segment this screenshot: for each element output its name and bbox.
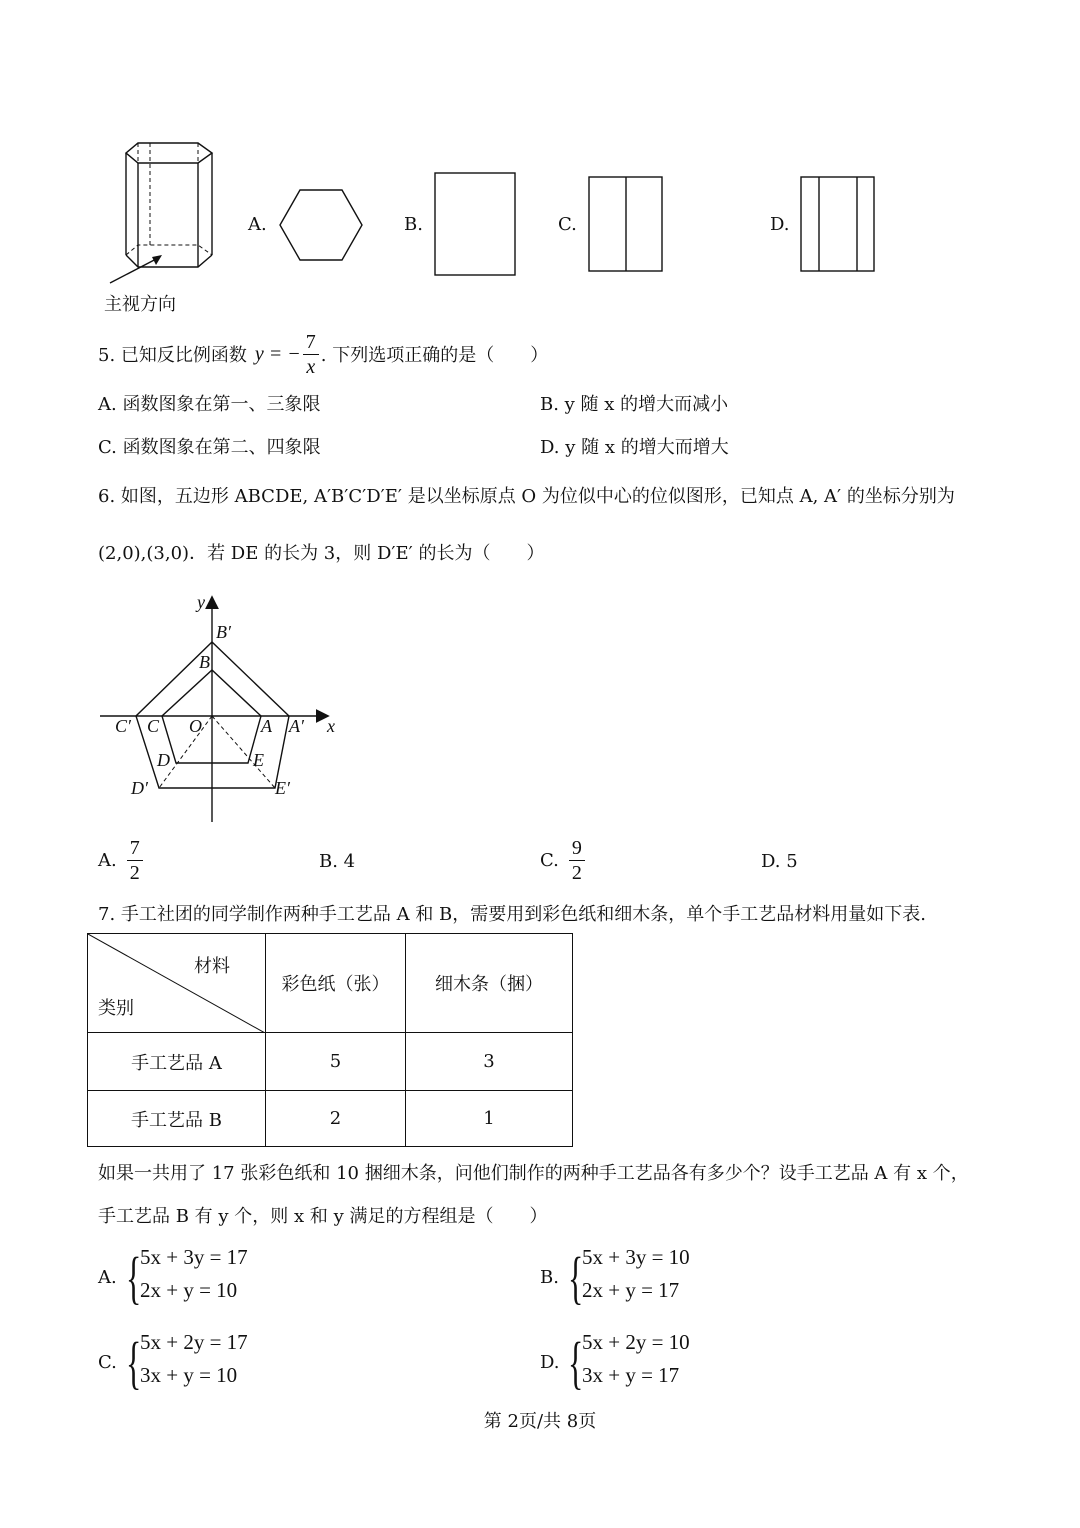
q6-option-a: [98, 836, 143, 885]
q5-fraction: [303, 330, 319, 379]
table-row: [88, 1033, 573, 1091]
materials-table: [87, 933, 573, 1147]
q5-suffix: . 下列选项正确的是（ ）: [320, 345, 549, 366]
label-c: C: [147, 716, 160, 736]
q5-option-a: A. 函数图象在第一、三象限: [98, 394, 321, 415]
table-header-wood: 细木条（捆）: [406, 934, 573, 1033]
q4-option-a-label: A.: [248, 214, 267, 235]
q7-option-d-label: D.: [540, 1352, 560, 1373]
label-d-prime: D′: [131, 778, 148, 798]
q7-option-a-eq2: 2x + y = 10: [140, 1278, 238, 1302]
label-d: D: [157, 750, 170, 770]
view-direction-caption: 主视方向: [104, 294, 176, 315]
q7-option-c-eq1: 5x + 2y = 17: [140, 1330, 248, 1354]
q4-option-d-label: D.: [770, 214, 790, 235]
q6-option-a-label: A.: [98, 850, 117, 871]
q5-y-eq: y = −: [254, 342, 301, 365]
page-footer: 第 2页/共 8页: [483, 1411, 597, 1432]
q6-option-c-num: 9: [569, 836, 585, 861]
q5-prefix: 5. 已知反比例函数: [98, 345, 247, 366]
q7-option-c-label: C.: [98, 1352, 117, 1373]
label-o: O: [189, 716, 202, 736]
row-label: 手工艺品 A: [88, 1033, 266, 1091]
rectangle-two-lines-shape: [800, 176, 876, 272]
q6-option-a-den: 2: [129, 862, 140, 884]
q6-stem-line2: (2,0),(3,0)．若 DE 的长为 3，则 D′E′ 的长为（ ）: [98, 543, 545, 564]
q7-option-d-eq2: 3x + y = 17: [582, 1363, 680, 1387]
table-header-paper: 彩色纸（张）: [266, 934, 406, 1033]
corner-top-label: 材料: [194, 956, 230, 977]
rectangle-one-line-shape: [588, 176, 664, 272]
table-corner-cell: [88, 934, 266, 1033]
q7-option-c-eq2: 3x + y = 10: [140, 1363, 238, 1387]
q5-denominator: x: [306, 355, 316, 378]
q6-option-c-label: C.: [540, 850, 559, 871]
q7-option-b-eq1: 5x + 3y = 10: [582, 1245, 690, 1269]
label-y: y: [197, 592, 205, 612]
q7-option-b-label: B.: [540, 1267, 559, 1288]
q7-option-a-label: A.: [98, 1267, 117, 1288]
brace-icon: {: [568, 1330, 584, 1395]
label-a-prime: A′: [289, 716, 304, 736]
brace-icon: {: [126, 1330, 142, 1395]
q6-option-a-fraction: [127, 836, 143, 885]
label-b: B: [199, 652, 210, 672]
q7-option-d-eq1: 5x + 2y = 10: [582, 1330, 690, 1354]
row-wood: 1: [406, 1091, 573, 1147]
label-b-prime: B′: [216, 622, 231, 642]
q7-question-line1: 如果一共用了 17 张彩色纸和 10 捆细木条，问他们制作的两种手工艺品各有多少个？设手工艺品 A 有 x 个，: [98, 1163, 969, 1184]
label-a: A: [261, 716, 272, 736]
q7-option-a-eq1: 5x + 3y = 17: [140, 1245, 248, 1269]
q4-option-c-label: C.: [558, 214, 577, 235]
q6-option-a-num: 7: [127, 836, 143, 861]
q5-stem: [98, 324, 548, 384]
label-x: x: [327, 716, 335, 736]
row-label: 手工艺品 B: [88, 1091, 266, 1147]
row-paper: 2: [266, 1091, 406, 1147]
q7-intro: 7. 手工社团的同学制作两种手工艺品 A 和 B，需要用到彩色纸和细木条，单个手工艺品材料用量如下表.: [98, 904, 927, 925]
label-e: E: [253, 750, 264, 770]
q6-stem-line1: 6. 如图，五边形 ABCDE, A′B′C′D′E′ 是以坐标原点 O 为位似中心的位似图形，已知点 A, A′ 的坐标分别为: [98, 486, 955, 507]
corner-bottom-label: 类别: [98, 998, 134, 1019]
q6-option-c: [540, 836, 585, 885]
q4-option-b-label: B.: [404, 214, 423, 235]
table-row: [88, 1091, 573, 1147]
pentagon-figure: [95, 590, 355, 830]
q5-option-b: B. y 随 x 的增大而减小: [540, 394, 729, 415]
brace-icon: {: [568, 1245, 584, 1310]
prism-figure: [100, 135, 230, 285]
label-c-prime: C′: [115, 716, 131, 736]
q7-option-b-eq2: 2x + y = 17: [582, 1278, 680, 1302]
q6-option-c-den: 2: [571, 862, 582, 884]
brace-icon: {: [126, 1245, 142, 1310]
hexagon-shape: [278, 188, 364, 262]
q6-option-c-fraction: [569, 836, 585, 885]
row-paper: 5: [266, 1033, 406, 1091]
q7-question-line2: 手工艺品 B 有 y 个，则 x 和 y 满足的方程组是（ ）: [98, 1206, 548, 1227]
q5-option-d: D. y 随 x 的增大而增大: [540, 437, 729, 458]
q6-option-b: B. 4: [319, 851, 356, 872]
q6-option-d: D. 5: [761, 851, 798, 872]
label-e-prime: E′: [275, 778, 290, 798]
rectangle-shape: [434, 172, 516, 276]
row-wood: 3: [406, 1033, 573, 1091]
q5-option-c: C. 函数图象在第二、四象限: [98, 437, 321, 458]
q5-numerator: 7: [303, 330, 319, 355]
